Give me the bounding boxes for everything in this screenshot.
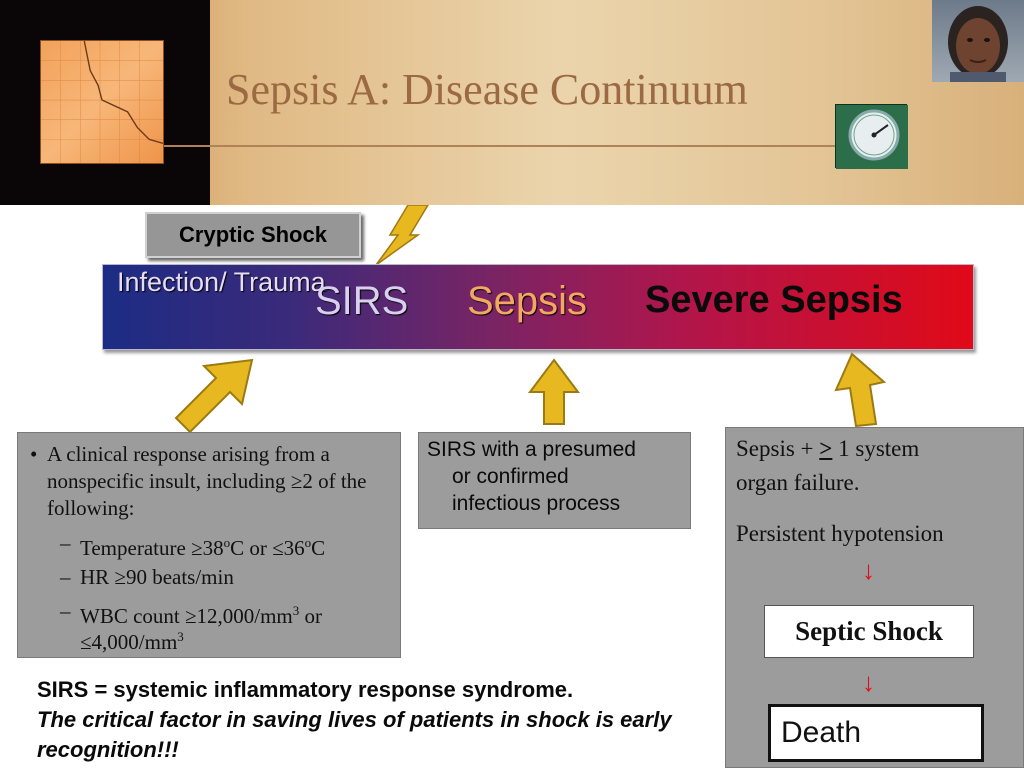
blood-pressure-gauge-image (835, 104, 907, 168)
footnote-definition: SIRS = systemic inflammatory response syndrome. (37, 677, 574, 702)
patient-portrait-image (932, 0, 1024, 82)
septic-shock-box: Septic Shock (764, 605, 974, 658)
sirs-definition-box: • A clinical response arising from a nonspecific insult, including ≥2 of the following: – Temperature $\ge 38^oC$ or $\le 36^oC$ – HR ≥90 beats/min – WBC count $\ge 12,000/mm^3$ or $\le 4,000/mm^3$ (17, 432, 401, 658)
lightning-bolt-icon (372, 205, 432, 265)
footnote-message: The critical factor in saving lives of patients in shock is early recognition!!! (37, 707, 672, 762)
severe-def-line3: Persistent hypotension (736, 521, 944, 546)
severe-def-line2: organ failure. (736, 470, 860, 495)
stage-sepsis: Sepsis (467, 279, 588, 323)
up-arrow-tilted-icon (832, 352, 888, 428)
diagonal-arrow-icon (172, 358, 256, 434)
slide-title: Sepsis A: Disease Continuum (226, 65, 748, 114)
sepsis-def-line1: SIRS with a presumed (427, 438, 636, 461)
severe-def-line1: Sepsis + > 1 system (736, 436, 920, 461)
up-arrow-icon (528, 358, 580, 426)
ecg-strip-image (40, 40, 164, 164)
footnote (37, 675, 727, 765)
severe-sepsis-box (725, 427, 1024, 768)
title-underline (164, 145, 854, 147)
slide-header (0, 0, 1024, 205)
down-arrow-icon: ↓ (862, 668, 875, 697)
sirs-intro-text: A clinical response arising from a nonspecific insult, including ≥2 of the following: (47, 442, 367, 520)
sepsis-def-line2: or confirmed (452, 465, 569, 488)
sepsis-def-line3: infectious process (452, 492, 621, 515)
stage-infection-trauma: Infection/ Trauma (117, 267, 326, 297)
disease-continuum-bar (102, 264, 974, 350)
down-arrow-icon: ↓ (862, 556, 875, 585)
stage-severe-sepsis: Severe Sepsis (645, 279, 903, 321)
bullet: • (30, 442, 38, 466)
cryptic-shock-label: Cryptic Shock (145, 212, 361, 258)
stage-sirs: SIRS (315, 279, 409, 323)
sepsis-definition-box (418, 432, 691, 529)
death-box: Death (768, 704, 984, 762)
